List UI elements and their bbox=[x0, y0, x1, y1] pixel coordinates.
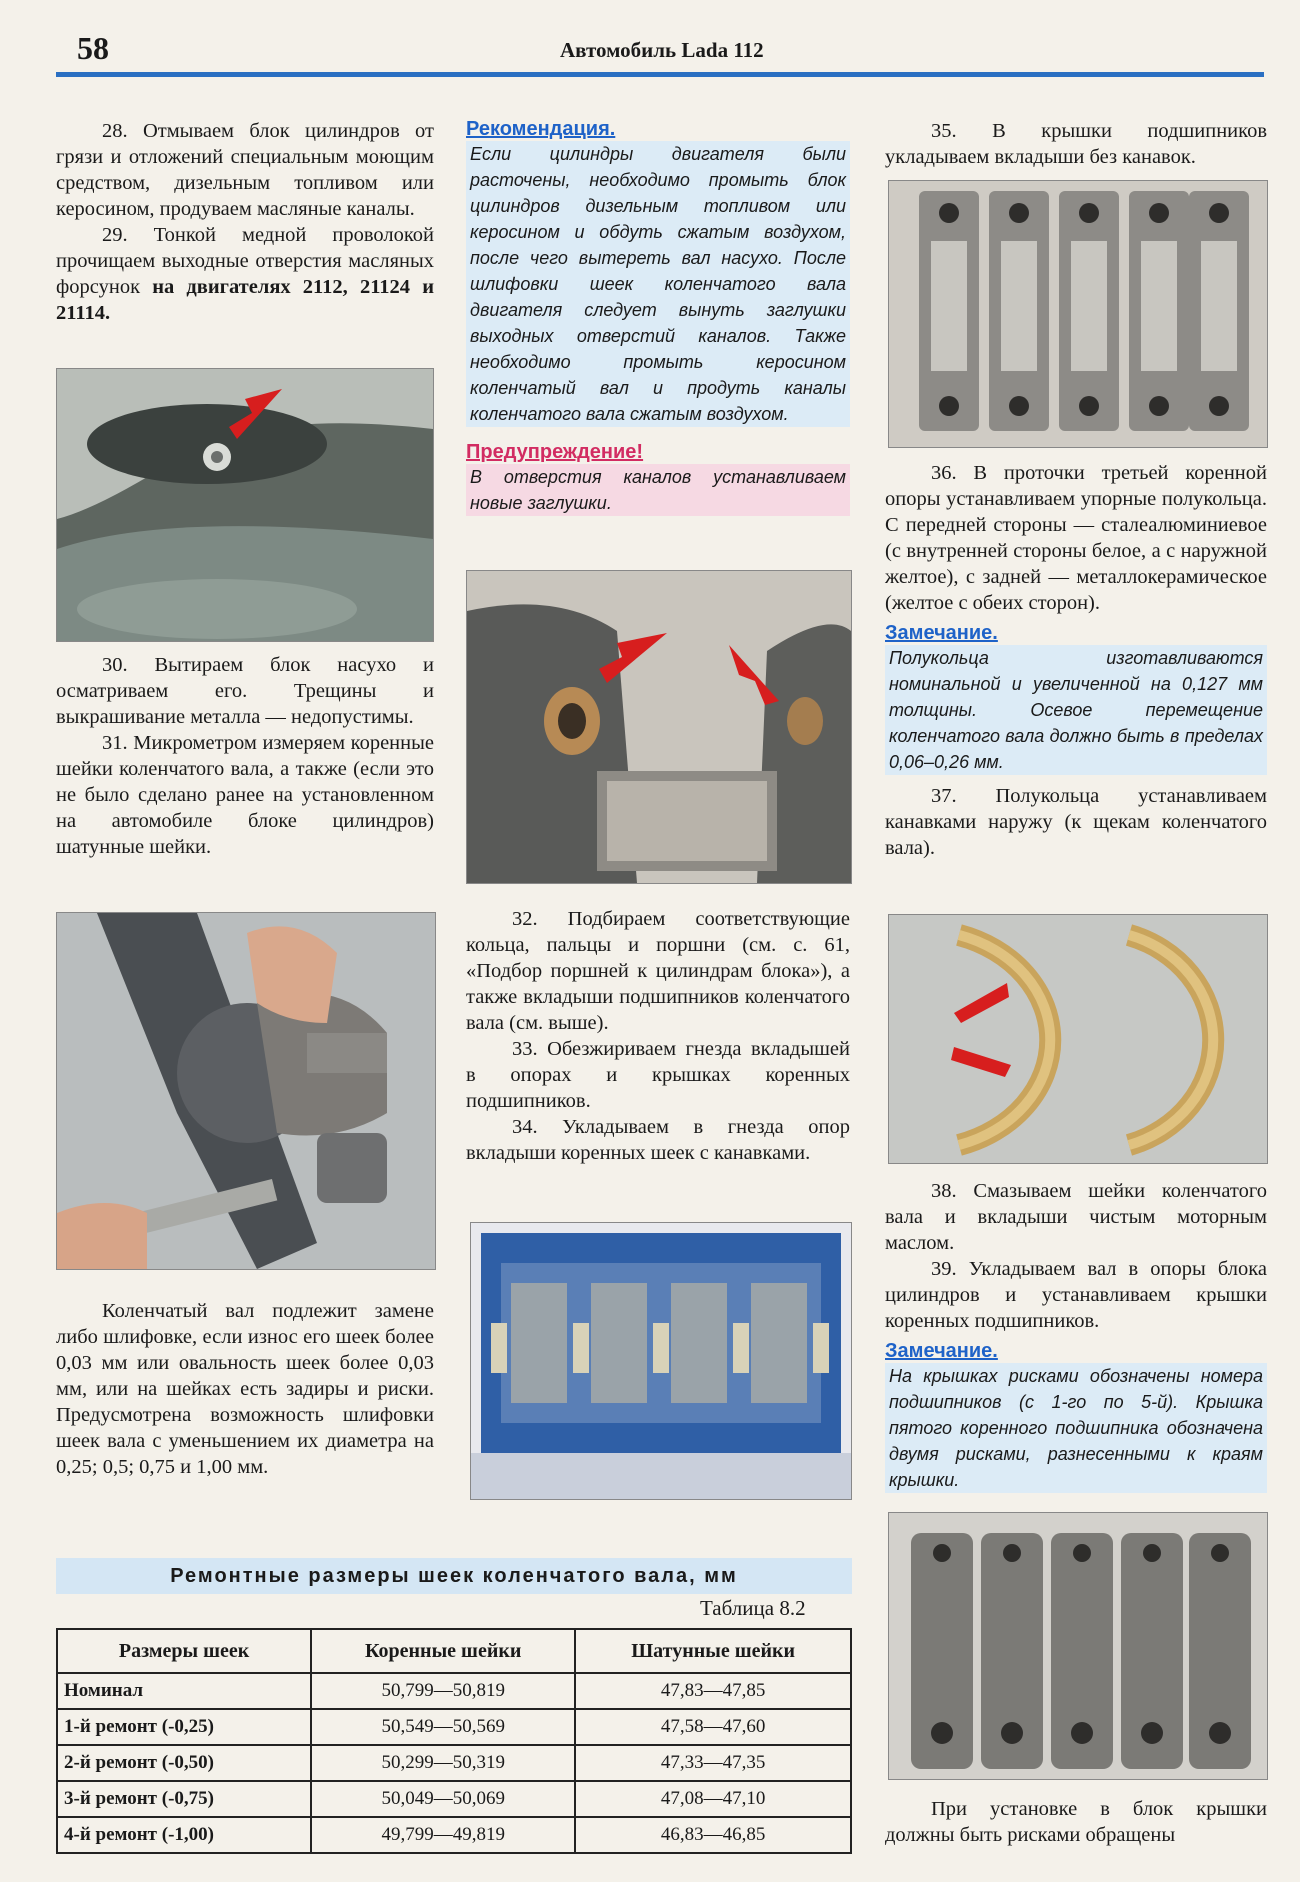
final-paragraph: При установке в блок крышки должны быть рисками обращены bbox=[885, 1798, 1267, 1846]
table-row bbox=[57, 1781, 851, 1817]
photo-oil-nozzle bbox=[56, 368, 434, 642]
photo-crank-channels bbox=[466, 570, 852, 884]
row-label: 1-й ремонт (-0,25) bbox=[57, 1709, 311, 1745]
step-34-text: 34. Укладываем в гнезда опор вкладыши коренных шеек с канавками. bbox=[466, 1116, 850, 1164]
rod-journal-value: 46,83—46,85 bbox=[575, 1817, 851, 1853]
column-middle-steps bbox=[466, 906, 850, 1166]
photo-bearing-caps-shells bbox=[888, 180, 1268, 448]
micrometer-image bbox=[57, 913, 435, 1269]
bearing-caps-marks-image bbox=[889, 1513, 1267, 1779]
table-row bbox=[57, 1673, 851, 1709]
main-journal-value: 50,049—50,069 bbox=[311, 1781, 575, 1817]
main-journal-value: 50,549—50,569 bbox=[311, 1709, 575, 1745]
column-left-bottom bbox=[56, 1298, 434, 1480]
step-38-text: 38. Смазываем шейки коленчатого вала и вкладыши чистым моторным маслом. bbox=[885, 1180, 1267, 1254]
note-2-body: На крышках рисками обозначены номера подшипников (с 1-го по 5-й). Крышка пятого коренного подшипника обозначена двумя рисками, разнесенными к краям крышки. bbox=[885, 1363, 1267, 1493]
row-label: 3-й ремонт (-0,75) bbox=[57, 1781, 311, 1817]
book-title: Автомобиль Lada 112 bbox=[560, 38, 764, 62]
note-1-body: Полукольца изготавливаются номинальной и увеличенной на 0,127 мм толщины. Осевое перемещение коленчатого вала должно быть в пределах 0,06–0,26 мм. bbox=[885, 645, 1267, 775]
row-label: 2-й ремонт (-0,50) bbox=[57, 1745, 311, 1781]
recommendation-heading: Рекомендация. bbox=[466, 118, 616, 140]
step-36-text: 36. В проточки третьей коренной опоры устанавливаем упорные полукольца. С передней стороны — сталеалюминиевое (с внутренней стороны белое, а с наружной желтое), с задней — металлокерамическое (желтое с обеих сторон). bbox=[885, 462, 1267, 614]
table-caption: Таблица 8.2 bbox=[700, 1596, 806, 1620]
oil-nozzle-image bbox=[57, 369, 433, 641]
table-title: Ремонтные размеры шеек коленчатого вала, мм bbox=[56, 1558, 852, 1594]
column-right-bottom bbox=[885, 1796, 1267, 1848]
column-left bbox=[56, 118, 434, 326]
header-sizes: Размеры шеек bbox=[57, 1629, 311, 1673]
note-1-heading: Замечание. bbox=[885, 622, 998, 644]
step-29-engines: на двигателях 2112, 21124 и 21114. bbox=[56, 276, 435, 324]
step-31-text: 31. Микрометром измеряем коренные шейки коленчатого вала, а также (если это не было сделано ранее на установленном на автомобиле блоке цилиндров) шатунные шейки. bbox=[56, 732, 434, 858]
header-rod-journals: Шатунные шейки bbox=[575, 1629, 851, 1673]
step-29-start: 29. Тонкой медной проволокой прочищаем выходные отверстия масляных форсунок bbox=[56, 224, 434, 298]
table-header-row bbox=[57, 1629, 851, 1673]
step-37-text: 37. Полукольца устанавливаем канавками наружу (к щекам коленчатого вала). bbox=[885, 785, 1267, 859]
step-39-text: 39. Укладываем вал в опоры блока цилиндров и устанавливаем крышки коренных подшипников. bbox=[885, 1258, 1267, 1332]
column-left-mid bbox=[56, 652, 434, 860]
column-right-mid bbox=[885, 460, 1267, 861]
crank-channels-image bbox=[467, 571, 851, 883]
photo-thrust-half-rings bbox=[888, 914, 1268, 1164]
rod-journal-value: 47,33—47,35 bbox=[575, 1745, 851, 1781]
rod-journal-value: 47,58—47,60 bbox=[575, 1709, 851, 1745]
column-middle bbox=[466, 118, 850, 516]
step-35-text: 35. В крышки подшипников укладываем вкладыши без канавок. bbox=[885, 120, 1267, 168]
main-journal-value: 50,299—50,319 bbox=[311, 1745, 575, 1781]
repair-sizes-table bbox=[56, 1628, 852, 1854]
photo-bearing-caps-marks bbox=[888, 1512, 1268, 1780]
step-33-text: 33. Обезжириваем гнезда вкладышей в опорах и крышках коренных подшипников. bbox=[466, 1038, 850, 1112]
table-row bbox=[57, 1745, 851, 1781]
recommendation-body: Если цилиндры двигателя были расточены, необходимо промыть блок цилиндров дизельным топливом или керосином и обдуть сжатым воздухом, после чего вытереть вал насухо. После шлифовки шеек коленчатого вала двигателя следует вынуть заглушки выходных отверстий каналов. Также необходимо промыть керосином коленчатый вал и продуть каналы коленчатого вала сжатым воздухом. bbox=[466, 141, 850, 427]
step-30-text: 30. Вытираем блок насухо и осматриваем его. Трещины и выкрашивание металла — недопустимы. bbox=[56, 654, 434, 728]
block-bearings-image bbox=[471, 1223, 851, 1499]
rod-journal-value: 47,83—47,85 bbox=[575, 1673, 851, 1709]
table-row bbox=[57, 1817, 851, 1853]
row-label: Номинал bbox=[57, 1673, 311, 1709]
photo-micrometer bbox=[56, 912, 436, 1270]
wear-paragraph: Коленчатый вал подлежит замене либо шлифовке, если износ его шеек более 0,03 мм или овальность шеек более 0,03 мм, или на шейках есть задиры и риски. Предусмотрена возможность шлифовки шеек вала с уменьшением их диаметра на 0,25; 0,5; 0,75 и 1,00 мм. bbox=[56, 1300, 434, 1478]
note-2-heading: Замечание. bbox=[885, 1340, 998, 1362]
step-28-text: 28. Отмываем блок цилиндров от грязи и отложений специальным моющим средством, дизельным топливом или керосином, продуваем масляные каналы. bbox=[56, 120, 434, 220]
step-29-text bbox=[56, 222, 434, 326]
row-label: 4-й ремонт (-1,00) bbox=[57, 1817, 311, 1853]
page-number: 58 bbox=[77, 30, 109, 66]
step-32-text: 32. Подбираем соответствующие кольца, пальцы и поршни (см. с. 61, «Подбор поршней к цилиндрам блока»), а также вкладыши подшипников коленчатого вала (см. выше). bbox=[466, 908, 850, 1034]
rod-journal-value: 47,08—47,10 bbox=[575, 1781, 851, 1817]
thrust-half-rings-image bbox=[889, 915, 1267, 1163]
column-right bbox=[885, 118, 1267, 170]
header-main-journals: Коренные шейки bbox=[311, 1629, 575, 1673]
bearing-caps-shells-image bbox=[889, 181, 1267, 447]
warning-body: В отверстия каналов устанавливаем новые заглушки. bbox=[466, 464, 850, 516]
warning-heading: Предупреждение! bbox=[466, 441, 644, 463]
column-right-steps bbox=[885, 1178, 1267, 1493]
table-row bbox=[57, 1709, 851, 1745]
main-journal-value: 49,799—49,819 bbox=[311, 1817, 575, 1853]
main-journal-value: 50,799—50,819 bbox=[311, 1673, 575, 1709]
header-rule bbox=[56, 72, 1264, 77]
photo-block-bearings bbox=[470, 1222, 852, 1500]
